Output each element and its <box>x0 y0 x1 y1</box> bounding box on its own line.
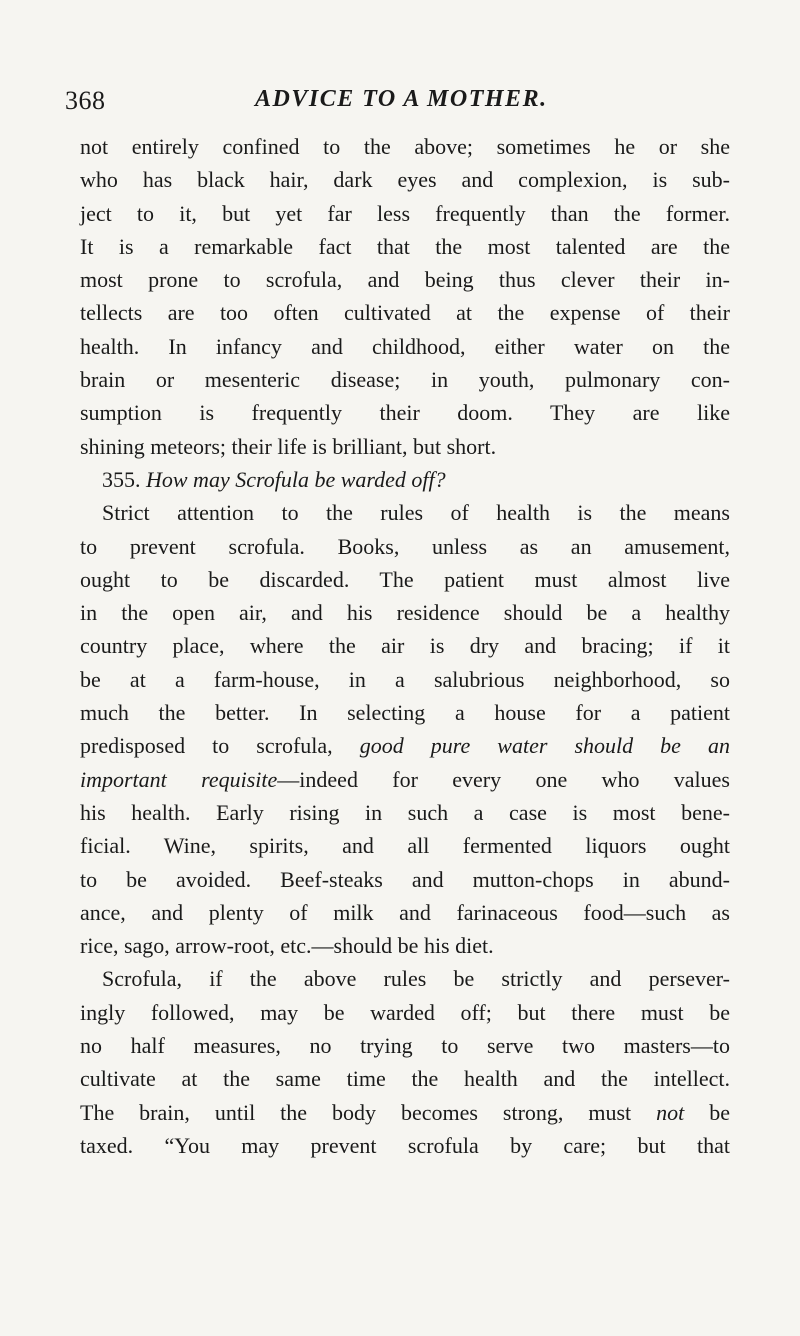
text-line: It is a remarkable fact that the most talented are the <box>80 233 730 259</box>
text-line: shining meteors; their life is brilliant, but short. <box>80 433 497 459</box>
page-header <box>65 86 745 122</box>
text-line-emphasis <box>80 1096 730 1129</box>
text-line: brain or mesenteric disease; in youth, pulmonary con- <box>80 367 730 393</box>
text-line: sumption is frequently their doom. They are like <box>80 400 730 426</box>
body-text <box>80 130 730 1162</box>
text-fragment: —indeed for every one who values <box>277 766 730 792</box>
section-title: How may Scrofula be warded off? <box>146 466 446 492</box>
section-number: 355. <box>102 466 141 492</box>
text-line: most prone to scrofula, and being thus clever their in- <box>80 267 730 293</box>
text-line: much the better. In selecting a house for a patient <box>80 700 730 726</box>
text-line: to prevent scrofula. Books, unless as an amusement, <box>80 533 730 559</box>
text-line: health. In infancy and childhood, either water on the <box>80 333 730 359</box>
text-line: Scrofula, if the above rules be strictly and persever- <box>102 966 730 992</box>
text-fragment: The brain, until the body becomes strong, must <box>80 1099 632 1125</box>
emphasis-text: good pure water should be an <box>359 733 730 759</box>
text-line: country place, where the air is dry and bracing; if it <box>80 633 730 659</box>
text-line: his health. Early rising in such a case is most bene- <box>80 799 730 825</box>
text-line: ought to be discarded. The patient must almost live <box>80 566 730 592</box>
text-line: ingly followed, may be warded off; but there must be <box>80 999 730 1025</box>
text-line: in the open air, and his residence should be a healthy <box>80 600 730 626</box>
text-line: ject to it, but yet far less frequently than the former. <box>80 200 730 226</box>
text-line: to be avoided. Beef-steaks and mutton-chops in abund- <box>80 866 730 892</box>
emphasis-text: not <box>656 1099 685 1125</box>
text-line: taxed. “You may prevent scrofula by care; but that <box>80 1132 730 1158</box>
running-title: ADVICE TO A MOTHER. <box>255 86 548 112</box>
text-line: Strict attention to the rules of health is the means <box>102 500 730 526</box>
text-line-emphasis <box>80 763 730 796</box>
page-number: 368 <box>65 86 106 115</box>
section-heading <box>80 463 730 496</box>
text-line: ance, and plenty of milk and farinaceous food—such as <box>80 899 730 925</box>
text-line: ficial. Wine, spirits, and all fermented liquors ought <box>80 833 730 859</box>
text-line: cultivate at the same time the health and the intellect. <box>80 1066 730 1092</box>
text-line: who has black hair, dark eyes and complexion, is sub- <box>80 167 730 193</box>
emphasis-text: important requisite <box>80 766 278 792</box>
text-line: no half measures, no trying to serve two masters—to <box>80 1033 730 1059</box>
text-line: not entirely confined to the above; sometimes he or she <box>80 134 730 159</box>
text-fragment: be <box>709 1099 731 1125</box>
text-line-emphasis <box>80 729 730 762</box>
text-line: rice, sago, arrow-root, etc.—should be his diet. <box>80 933 494 959</box>
text-line: tellects are too often cultivated at the expense of their <box>80 300 730 326</box>
text-fragment: predisposed to scrofula, <box>80 733 333 759</box>
text-line: be at a farm-house, in a salubrious neighborhood, so <box>80 666 730 692</box>
